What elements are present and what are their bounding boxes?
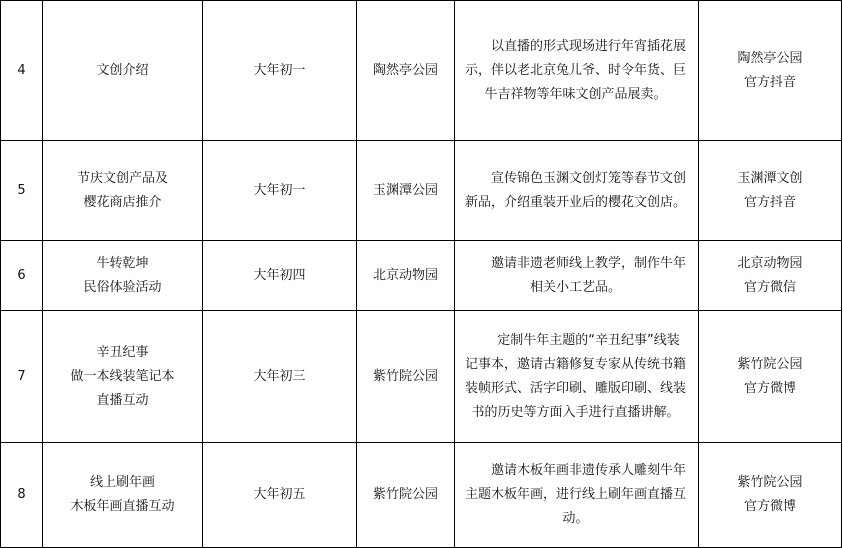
event-description: 以直播的形式现场进行年宵插花展示，伴以老北京兔儿爷、时令年货、巨牛吉祥物等年味文创产品展卖。 xyxy=(455,1,699,141)
table-row xyxy=(1,241,842,311)
event-venue: 玉渊潭公园 xyxy=(357,141,455,241)
event-venue: 北京动物园 xyxy=(357,241,455,311)
row-number: 7 xyxy=(1,311,43,443)
event-venue: 陶然亭公园 xyxy=(357,1,455,141)
event-date: 大年初一 xyxy=(203,141,357,241)
table-row xyxy=(1,1,842,141)
event-name: 线上刷年画 木板年画直播互动 xyxy=(43,443,203,548)
event-name: 牛转乾坤 民俗体验活动 xyxy=(43,241,203,311)
event-date: 大年初一 xyxy=(203,1,357,141)
event-description: 邀请非遗老师线上教学，制作牛年相关小工艺品。 xyxy=(455,241,699,311)
event-description: 定制牛年主题的“辛丑纪事”线装记事本，邀请古籍修复专家从传统书籍装帧形式、活字印刷、雕版印刷、线装书的历史等方面入手进行直播讲解。 xyxy=(455,311,699,443)
event-date: 大年初四 xyxy=(203,241,357,311)
event-channel: 北京动物园 官方微信 xyxy=(699,241,842,311)
event-name: 节庆文创产品及 樱花商店推介 xyxy=(43,141,203,241)
event-date: 大年初三 xyxy=(203,311,357,443)
event-date: 大年初五 xyxy=(203,443,357,548)
event-venue: 紫竹院公园 xyxy=(357,443,455,548)
event-channel: 紫竹院公园 官方微博 xyxy=(699,443,842,548)
event-channel: 玉渊潭文创 官方抖音 xyxy=(699,141,842,241)
table-row xyxy=(1,443,842,548)
row-number: 5 xyxy=(1,141,43,241)
table-row xyxy=(1,141,842,241)
event-name: 文创介绍 xyxy=(43,1,203,141)
event-channel: 陶然亭公园 官方抖音 xyxy=(699,1,842,141)
event-description: 邀请木板年画非遗传承人雕刻牛年主题木板年画，进行线上刷年画直播互动。 xyxy=(455,443,699,548)
row-number: 8 xyxy=(1,443,43,548)
table-row xyxy=(1,311,842,443)
row-number: 4 xyxy=(1,1,43,141)
event-channel: 紫竹院公园 官方微博 xyxy=(699,311,842,443)
row-number: 6 xyxy=(1,241,43,311)
event-description: 宣传锦色玉渊文创灯笼等春节文创新品，介绍重装开业后的樱花文创店。 xyxy=(455,141,699,241)
event-venue: 紫竹院公园 xyxy=(357,311,455,443)
event-name: 辛丑纪事 做一本线装笔记本 直播互动 xyxy=(43,311,203,443)
